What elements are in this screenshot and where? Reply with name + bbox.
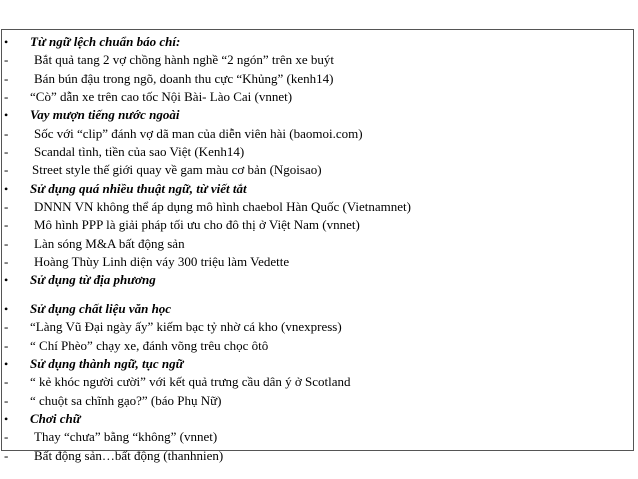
item-text: Bán bún đậu trong ngõ, doanh thu cực “Khủng” (kenh14) <box>34 70 334 86</box>
list-heading <box>4 33 634 51</box>
bullet-list <box>4 33 634 465</box>
dash-marker: - <box>4 392 9 408</box>
list-item <box>4 161 634 179</box>
heading-text: Sử dụng thành ngữ, tục ngữ <box>30 355 184 371</box>
list-heading <box>4 180 634 198</box>
list-item <box>4 88 634 106</box>
item-text: “ kẻ khóc người cười” với kết quả trưng cầu dân ý ở Scotland <box>30 374 351 390</box>
dash-marker: - <box>4 319 9 335</box>
item-text: Bất động sản…bất động (thanhnien) <box>34 447 224 463</box>
dash-marker: - <box>4 70 9 86</box>
dash-marker: - <box>4 429 9 445</box>
list-heading <box>4 410 634 428</box>
item-text: Làn sóng M&A bất động sản <box>34 235 185 251</box>
item-text: Hoàng Thùy Linh diện váy 300 triệu làm Vedette <box>34 254 290 270</box>
dash-marker: - <box>4 447 9 463</box>
item-text: Mô hình PPP là giải pháp tối ưu cho đô thị ở Việt Nam (vnnet) <box>34 217 360 233</box>
list-item <box>4 125 634 143</box>
list-heading <box>4 106 634 124</box>
item-text: Sốc với “clip” đánh vợ dã man của diễn viên hài (baomoi.com) <box>34 125 363 141</box>
dash-marker: - <box>4 235 9 251</box>
list-item <box>4 447 634 465</box>
dash-marker: - <box>4 125 9 141</box>
item-text: Thay “chưa” bằng “không” (vnnet) <box>34 429 218 445</box>
item-text: Bắt quả tang 2 vợ chồng hành nghề “2 ngón” trên xe buýt <box>34 52 335 68</box>
item-text: Scandal tình, tiền của sao Việt (Kenh14) <box>34 144 245 160</box>
list-item <box>4 253 634 271</box>
item-text: “Cò” dẫn xe trên cao tốc Nội Bài- Lào Cai (vnnet) <box>30 89 293 105</box>
heading-text: Sử dụng quá nhiều thuật ngữ, từ viết tắt <box>30 180 247 196</box>
heading-text: Vay mượn tiếng nước ngoài <box>30 107 180 123</box>
bullet-marker: • <box>4 273 9 288</box>
list-item <box>4 143 634 161</box>
list-item <box>4 51 634 69</box>
list-item <box>4 337 634 355</box>
dash-marker: - <box>4 89 9 105</box>
list-item <box>4 70 634 88</box>
dash-marker: - <box>4 144 9 160</box>
dash-marker: - <box>4 217 9 233</box>
heading-text: Sử dụng từ địa phương <box>30 272 156 288</box>
list-item <box>4 216 634 234</box>
list-item <box>4 392 634 410</box>
list-item <box>4 428 634 446</box>
list-heading <box>4 271 634 289</box>
bullet-marker: • <box>4 35 9 49</box>
item-text: “Làng Vũ Đại ngày ấy” kiếm bạc tỷ nhờ cá kho (vnexpress) <box>30 319 342 335</box>
heading-text: Sử dụng chất liệu văn học <box>30 300 172 316</box>
dash-marker: - <box>4 254 9 270</box>
bullet-marker: • <box>4 181 9 196</box>
bullet-marker: • <box>4 356 9 371</box>
item-text: DNNN VN không thể áp dụng mô hình chaebol Hàn Quốc (Vietnamnet) <box>34 199 411 215</box>
dash-marker: - <box>4 162 9 178</box>
dash-marker: - <box>4 337 9 353</box>
item-text: “ Chí Phèo” chạy xe, đánh võng trêu chọc ôtô <box>30 337 269 353</box>
list-item <box>4 198 634 216</box>
bullet-marker: • <box>4 301 9 316</box>
item-text: “ chuột sa chĩnh gạo?” (báo Phụ Nữ) <box>30 392 222 408</box>
dash-marker: - <box>4 199 9 215</box>
list-item <box>4 235 634 253</box>
list-item <box>4 318 634 336</box>
blank-line <box>4 290 634 300</box>
bullet-marker: • <box>4 108 9 123</box>
dash-marker: - <box>4 374 9 390</box>
list-heading <box>4 300 634 318</box>
bullet-marker: • <box>4 411 9 426</box>
list-heading <box>4 355 634 373</box>
heading-text: Từ ngữ lệch chuẩn báo chí: <box>30 34 181 49</box>
item-text: Street style thế giới quay về gam màu cơ bản (Ngoisao) <box>32 162 322 178</box>
list-item <box>4 373 634 391</box>
heading-text: Chơi chữ <box>30 410 81 426</box>
dash-marker: - <box>4 52 9 68</box>
